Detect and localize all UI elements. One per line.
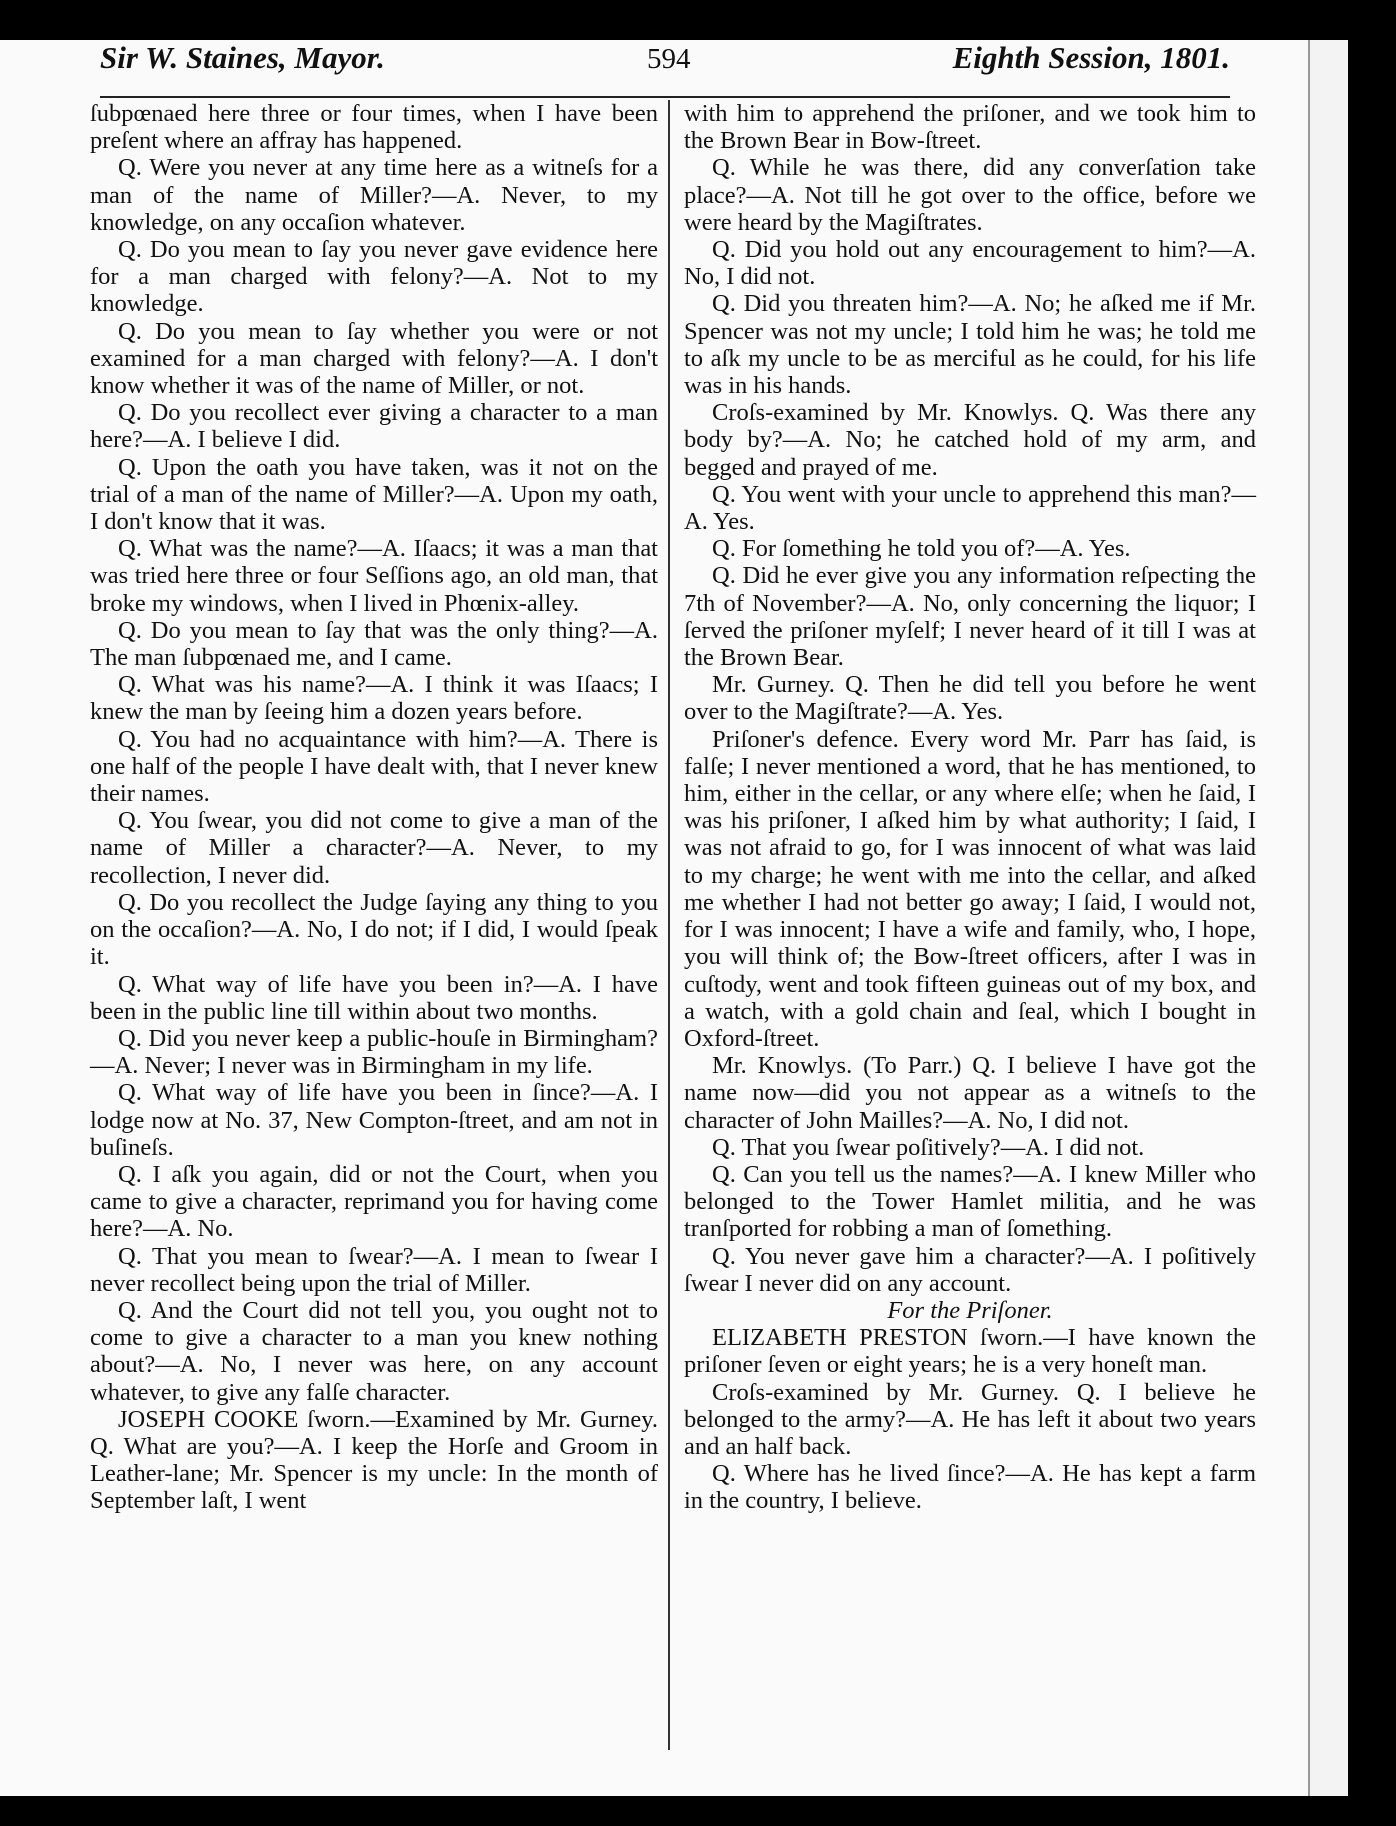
paragraph: Q. And the Court did not tell you, you ought not to come to give a character to a man you knew nothing about?—A. No, I never was here, on any account whatever, to give any falſe character.: [90, 1296, 658, 1406]
paragraph: Q. You went with your uncle to apprehend this man?—A. Yes.: [684, 480, 1256, 536]
left-column: [90, 100, 658, 1515]
paragraph: Q. Where has he lived ſince?—A. He has kept a farm in the country, I believe.: [684, 1460, 1256, 1515]
paragraph: ELIZABETH PRESTON ſworn.—I have known the priſoner ſeven or eight years; he is a very honeſt man.: [684, 1324, 1256, 1379]
header-left: Sir W. Staines, Mayor.: [100, 40, 385, 75]
paragraph: Croſs-examined by Mr. Gurney. Q. I believe he belonged to the army?—A. He has left it about two years and an half back.: [684, 1378, 1256, 1460]
paragraph: Mr. Gurney. Q. Then he did tell you before he went over to the Magiſtrate?—A. Yes.: [684, 671, 1256, 726]
paragraph: Q. You never gave him a character?—A. I poſitively ſwear I never did on any account.: [684, 1242, 1256, 1297]
paragraph: ſubpœnaed here three or four times, when I have been preſent where an affray has happened.: [90, 100, 658, 155]
paragraph: Q. I aſk you again, did or not the Court, when you came to give a character, reprimand you for having come here?—A. No.: [90, 1160, 658, 1243]
page-number: 594: [646, 43, 691, 75]
paragraph: Q. Do you mean to ſay whether you were or not examined for a man charged with felony?—A. I don't know whether it was of the name of Miller, or not.: [90, 317, 658, 400]
column-divider: [668, 100, 670, 1750]
page-edge: [1308, 40, 1348, 1826]
running-header: [100, 40, 1230, 98]
header-right: Eighth Session, 1801.: [952, 40, 1230, 75]
paragraph: Q. While he was there, did any converſation take place?—A. Not till he got over to the office, before we were heard by the Magiſtrates.: [684, 154, 1256, 236]
scan-border-right: [1348, 0, 1396, 1826]
paragraph: Q. Do you recollect the Judge ſaying any thing to you on the occaſion?—A. No, I do not; if I did, I would ſpeak it.: [90, 888, 658, 971]
paragraph: Q. Did he ever give you any information reſpecting the 7th of November?—A. No, only concerning the liquor; I ſerved the priſoner myſelf; I never heard of it till I was at the Brown Bear.: [684, 562, 1256, 672]
paragraph: Q. That you ſwear poſitively?—A. I did not.: [712, 1133, 1145, 1161]
section-heading: For the Priſoner.: [887, 1296, 1053, 1324]
paragraph: Priſoner's defence. Every word Mr. Parr has ſaid, is falſe; I never mentioned a word, that he has mentioned, to him, either in the cellar, or any where elſe; when he ſaid, I was his priſoner, I aſked him by what authority; I ſaid, I was not afraid to go, for I was innocent of what was laid to my charge; he went with me into the cellar, and aſked me whether I had not better go away; I ſaid, I would not, for I was innocent; I have a wife and family, who, I hope, you will think of; the Bow-ſtreet officers, after I was in cuſtody, went and took fifteen guineas out of my box, and a watch, with a gold chain and ſeal, which I bought in Oxford-ſtreet.: [684, 725, 1256, 1052]
paragraph: Q. Do you mean to ſay that was the only thing?—A. The man ſubpœnaed me, and I came.: [90, 616, 658, 672]
paragraph: Q. Do you mean to ſay you never gave evidence here for a man charged with felony?—A. Not to my knowledge.: [90, 236, 658, 318]
paragraph: Q. What way of life have you been in ſince?—A. I lodge now at No. 37, New Compton-ſtreet, and am not in buſineſs.: [90, 1079, 658, 1161]
paragraph: Croſs-examined by Mr. Knowlys. Q. Was there any body by?—A. No; he catched hold of my arm, and begged and prayed of me.: [684, 399, 1256, 481]
paragraph: Q. For ſomething he told you of?—A. Yes.: [712, 535, 1131, 563]
paragraph: Mr. Knowlys. (To Parr.) Q. I believe I have got the name now—did you not appear as a witneſs to the character of John Mailles?—A. No, I did not.: [684, 1052, 1256, 1134]
right-column: [684, 100, 1256, 1515]
paragraph: Q. Upon the oath you have taken, was it not on the trial of a man of the name of Miller?—A. Upon my oath, I don't know that it was.: [90, 453, 658, 536]
paragraph: Q. Did you hold out any encouragement to him?—A. No, I did not.: [684, 236, 1256, 291]
paragraph: Q. What was his name?—A. I think it was Iſaacs; I knew the man by ſeeing him a dozen years before.: [90, 671, 658, 726]
paragraph: Q. You ſwear, you did not come to give a man of the name of Miller a character?—A. Never, to my recollection, I never did.: [90, 807, 658, 889]
paragraph: Q. That you mean to ſwear?—A. I mean to ſwear I never recollect being upon the trial of Miller.: [90, 1242, 658, 1297]
paragraph: Q. What was the name?—A. Iſaacs; it was a man that was tried here three or four Seſſions ago, an old man, that broke my windows, when I lived in Phœnix-alley.: [90, 535, 658, 617]
paragraph: Q. Can you tell us the names?—A. I knew Miller who belonged to the Tower Hamlet militia, and he was tranſported for robbing a man of ſomething.: [684, 1160, 1256, 1243]
paragraph: Q. What way of life have you been in?—A. I have been in the public line till within about two months.: [90, 970, 658, 1025]
paragraph: Q. You had no acquaintance with him?—A. There is one half of the people I have dealt with, that I never knew their names.: [90, 725, 658, 808]
paragraph: Q. Did you never keep a public-houſe in Birmingham?—A. Never; I never was in Birmingham in my life.: [90, 1024, 658, 1080]
paragraph: Q. Were you never at any time here as a witneſs for a man of the name of Miller?—A. Never, to my knowledge, on any occaſion whatever.: [90, 154, 658, 236]
paragraph: JOSEPH COOKE ſworn.—Examined by Mr. Gurney. Q. What are you?—A. I keep the Horſe and Groom in Leather-lane; Mr. Spencer is my uncle: In the month of September laſt, I went: [90, 1405, 658, 1515]
scan-border-bottom: [0, 1796, 1396, 1826]
paragraph: Q. Do you recollect ever giving a character to a man here?—A. I believe I did.: [90, 399, 658, 454]
paragraph: with him to apprehend the priſoner, and we took him to the Brown Bear in Bow-ſtreet.: [684, 100, 1256, 155]
paragraph: Q. Did you threaten him?—A. No; he aſked me if Mr. Spencer was not my uncle; I told him he was; he told me to aſk my uncle to be as merciful as he could, for his life was in his hands.: [684, 290, 1256, 400]
